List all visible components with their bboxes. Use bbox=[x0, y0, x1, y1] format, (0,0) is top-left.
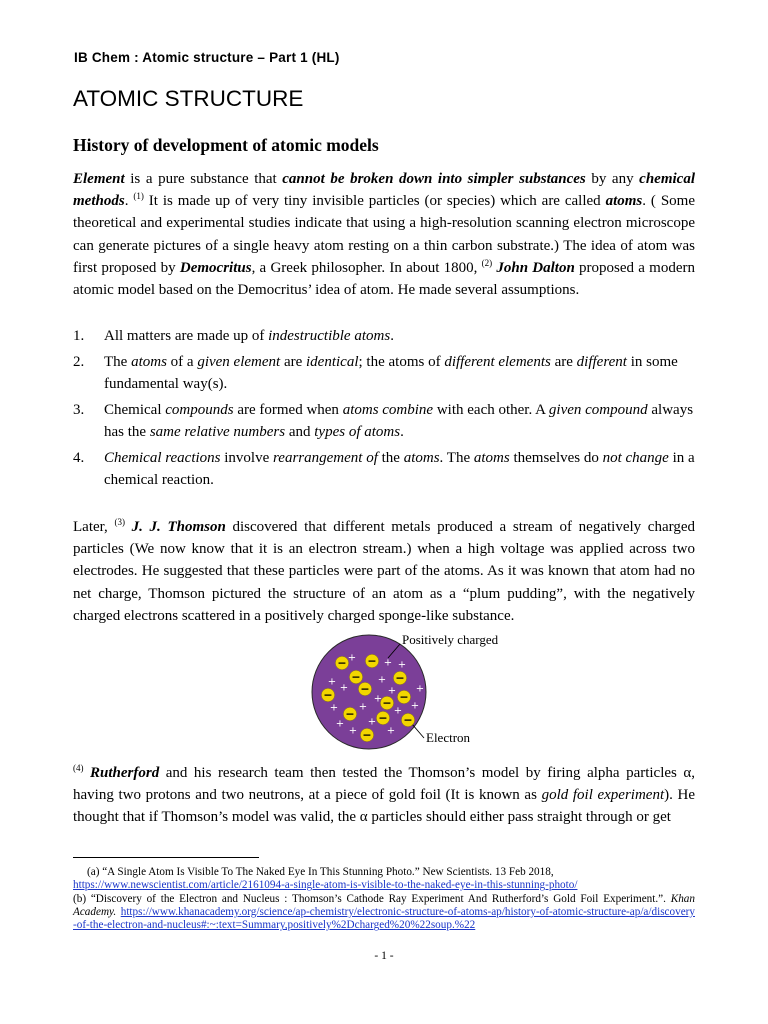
footnote-b-source: Khan Academy. bbox=[73, 893, 695, 919]
term-definition: cannot be broken down into simpler substances bbox=[282, 171, 586, 187]
list-item bbox=[73, 351, 695, 395]
electron-minus-sign: − bbox=[403, 713, 413, 727]
course-header: IB Chem : Atomic structure – Part 1 (HL) bbox=[74, 50, 340, 65]
text-run: . ( Some theoretical and experimental studies indicate that using a high-resolution scanning electron microscope can generate pictures of a single heavy atom resting on a thin carbon substrate.) The idea of atom was first proposed by bbox=[73, 193, 696, 276]
plum-pudding-svg bbox=[300, 630, 530, 750]
text-run: is a pure substance that bbox=[124, 171, 283, 187]
electron-minus-sign: − bbox=[399, 690, 409, 704]
positive-charge-sign: + bbox=[393, 705, 403, 717]
positive-charge-sign: + bbox=[415, 683, 425, 695]
name-democritus: Democritus bbox=[179, 259, 252, 276]
emphasis: Chemical reactions bbox=[104, 449, 221, 466]
electron-minus-sign: − bbox=[351, 670, 361, 684]
positive-charge-sign: + bbox=[377, 674, 387, 686]
emphasis: rearrangement of bbox=[273, 449, 378, 466]
rutherford-paragraph bbox=[73, 762, 695, 829]
term-atoms: atoms bbox=[605, 193, 643, 210]
electron-minus-sign: − bbox=[323, 688, 333, 702]
positive-charge-sign: + bbox=[327, 676, 337, 688]
electron-minus-sign: − bbox=[382, 696, 392, 710]
list-number: 4. bbox=[73, 449, 85, 466]
positive-charge-sign: + bbox=[335, 718, 345, 730]
electron-minus-sign: − bbox=[378, 711, 388, 725]
emphasis: different bbox=[576, 353, 627, 370]
footnote-b bbox=[73, 893, 695, 933]
text-run: Later, bbox=[73, 519, 115, 535]
text-run: and his research team then tested the Thomson’s model by firing alpha particles α, having two protons and two neutrons, at a piece of gold foil (It is known as bbox=[73, 765, 696, 804]
positive-charge-sign: + bbox=[373, 693, 383, 705]
positive-charge-sign: + bbox=[367, 716, 377, 728]
name-rutherford: Rutherford bbox=[90, 765, 160, 781]
emphasis: atoms bbox=[473, 449, 510, 466]
term-chemical-methods: chemical methods bbox=[73, 171, 695, 210]
emphasis: different elements bbox=[444, 353, 551, 370]
emphasis: indestructible atoms bbox=[268, 328, 391, 344]
text-run bbox=[125, 519, 132, 535]
emphasis: compounds bbox=[165, 401, 234, 418]
electron-minus-sign: − bbox=[395, 671, 405, 685]
text-run: and bbox=[285, 423, 315, 440]
positive-charge-sign: + bbox=[329, 702, 339, 714]
footnote-a bbox=[73, 866, 695, 892]
text-run: in some fundamental way(s). bbox=[104, 353, 678, 392]
text-run: by any bbox=[585, 171, 640, 187]
list-number: 1. bbox=[73, 328, 85, 344]
text-run: in a chemical reaction. bbox=[104, 449, 695, 488]
positive-charge-sign: + bbox=[410, 700, 420, 712]
text-run: always has the bbox=[104, 401, 694, 440]
electron-minus-sign: − bbox=[337, 656, 347, 670]
footnote-ref-2: (2) bbox=[481, 257, 493, 268]
name-john-dalton: John Dalton bbox=[496, 259, 575, 276]
text-run: , a Greek philosopher. In about 1800, bbox=[251, 259, 482, 276]
text-run: are formed when bbox=[233, 401, 343, 418]
text-run: proposed a modern atomic model based on the Democritus’ idea of atom. He made several assumptions. bbox=[73, 259, 696, 299]
text-run: Chemical bbox=[104, 401, 166, 418]
text-run: . The bbox=[439, 449, 474, 466]
emphasis: given element bbox=[197, 353, 281, 370]
emphasis: atoms bbox=[403, 449, 440, 466]
list-item bbox=[73, 447, 695, 491]
list-item bbox=[73, 325, 695, 347]
text-run: . bbox=[124, 193, 134, 210]
footnote-ref-3: (3) bbox=[114, 517, 125, 527]
positive-charge-sign: + bbox=[397, 659, 407, 671]
emphasis: given compound bbox=[548, 401, 648, 418]
emphasis: types of atoms bbox=[314, 423, 401, 440]
footnote-ref-1: (1) bbox=[133, 191, 144, 202]
text-run: are bbox=[550, 353, 577, 370]
term-element: Element bbox=[73, 171, 125, 187]
term-gold-foil: gold foil experiment bbox=[541, 787, 665, 804]
text-run: with each other. A bbox=[433, 401, 549, 418]
plum-pudding-diagram bbox=[300, 630, 530, 750]
electron-label-pointer bbox=[412, 724, 424, 738]
positively-charged-label: Positively charged bbox=[402, 632, 499, 647]
text-run: It is made up of very tiny invisible particles (or species) which are called bbox=[143, 193, 606, 210]
emphasis: identical bbox=[306, 353, 359, 370]
text-run: . bbox=[390, 328, 394, 344]
text-run: All matters are made up of bbox=[104, 328, 269, 344]
electron-minus-sign: − bbox=[345, 707, 355, 721]
emphasis: not change bbox=[602, 449, 669, 466]
emphasis: atoms combine bbox=[342, 401, 434, 418]
list-number: 2. bbox=[73, 353, 85, 370]
text-run: ; the atoms of bbox=[358, 353, 445, 370]
intro-paragraph bbox=[73, 168, 695, 301]
footnote-a-link[interactable]: https://www.newscientist.com/article/2161094-a-single-atom-is-visible-to-the-naked-eye-in-this-stunning-photo/ bbox=[73, 879, 578, 892]
text-run: involve bbox=[220, 449, 274, 466]
positive-charge-sign: + bbox=[386, 725, 396, 737]
name-jj-thomson: J. J. Thomson bbox=[131, 519, 226, 535]
electron-label: Electron bbox=[426, 730, 471, 745]
electron-minus-sign: − bbox=[367, 654, 377, 668]
emphasis: atoms bbox=[131, 353, 167, 370]
positive-charge-sign: + bbox=[348, 725, 358, 737]
positive-charge-sign: + bbox=[358, 701, 368, 713]
positive-charge-sign: + bbox=[383, 657, 393, 669]
footnote-a-text: (a) “A Single Atom Is Visible To The Naked Eye In This Stunning Photo.” New Scientists. 13 Feb 2018, bbox=[87, 866, 554, 878]
emphasis: same relative numbers bbox=[149, 423, 286, 440]
footnote-ref-4: (4) bbox=[73, 763, 84, 773]
positive-charge-sign: + bbox=[347, 652, 357, 664]
text-run: are bbox=[280, 353, 307, 370]
text-run: the bbox=[377, 449, 404, 466]
electron-minus-sign: − bbox=[360, 682, 370, 696]
page-number: - 1 - bbox=[374, 950, 394, 962]
list-item bbox=[73, 399, 695, 443]
positive-charge-sign: + bbox=[387, 685, 397, 697]
electron-minus-sign: − bbox=[362, 728, 372, 742]
thomson-paragraph bbox=[73, 516, 695, 627]
document-title: ATOMIC STRUCTURE bbox=[73, 86, 304, 111]
footnote-b-link[interactable]: https://www.khanacademy.org/science/ap-chemistry/electronic-structure-of-atoms-ap/history-of-atomic-structure-ap/a/discovery-of-the-electron-and-nucleus#:~:text=Summary,positively%2Dcharged%20%22soup.%22 bbox=[73, 906, 695, 932]
footnote-separator bbox=[73, 857, 259, 858]
positive-charge-sign: + bbox=[339, 682, 349, 694]
text-run: ). He thought that if Thomson’s model was valid, the α particles should either pass straight through or get bbox=[73, 787, 695, 826]
dalton-assumptions-list bbox=[73, 325, 695, 494]
text-run: . bbox=[400, 423, 404, 440]
list-number: 3. bbox=[73, 401, 85, 418]
text-run: themselves do bbox=[509, 449, 603, 466]
footnote-b-text: (b) “Discovery of the Electron and Nucleus : Thomson’s Cathode Ray Experiment And Rutherford’s Gold Foil Experiment.”. bbox=[73, 893, 671, 905]
text-run: The bbox=[104, 353, 132, 370]
text-run: of a bbox=[166, 353, 198, 370]
text-run: discovered that different metals produced a stream of negatively charged particles (We now know that it is an electron stream.) when a high voltage was applied across two electrodes. He suggested that these particles were part of the atoms. As it was known that atom had no net charge, Thomson pictured the structure of an atom as a “plum pudding”, with the negatively charged electrons scattered in a positively charged sponge-like substance. bbox=[73, 519, 695, 624]
section-heading: History of development of atomic models bbox=[73, 135, 379, 155]
